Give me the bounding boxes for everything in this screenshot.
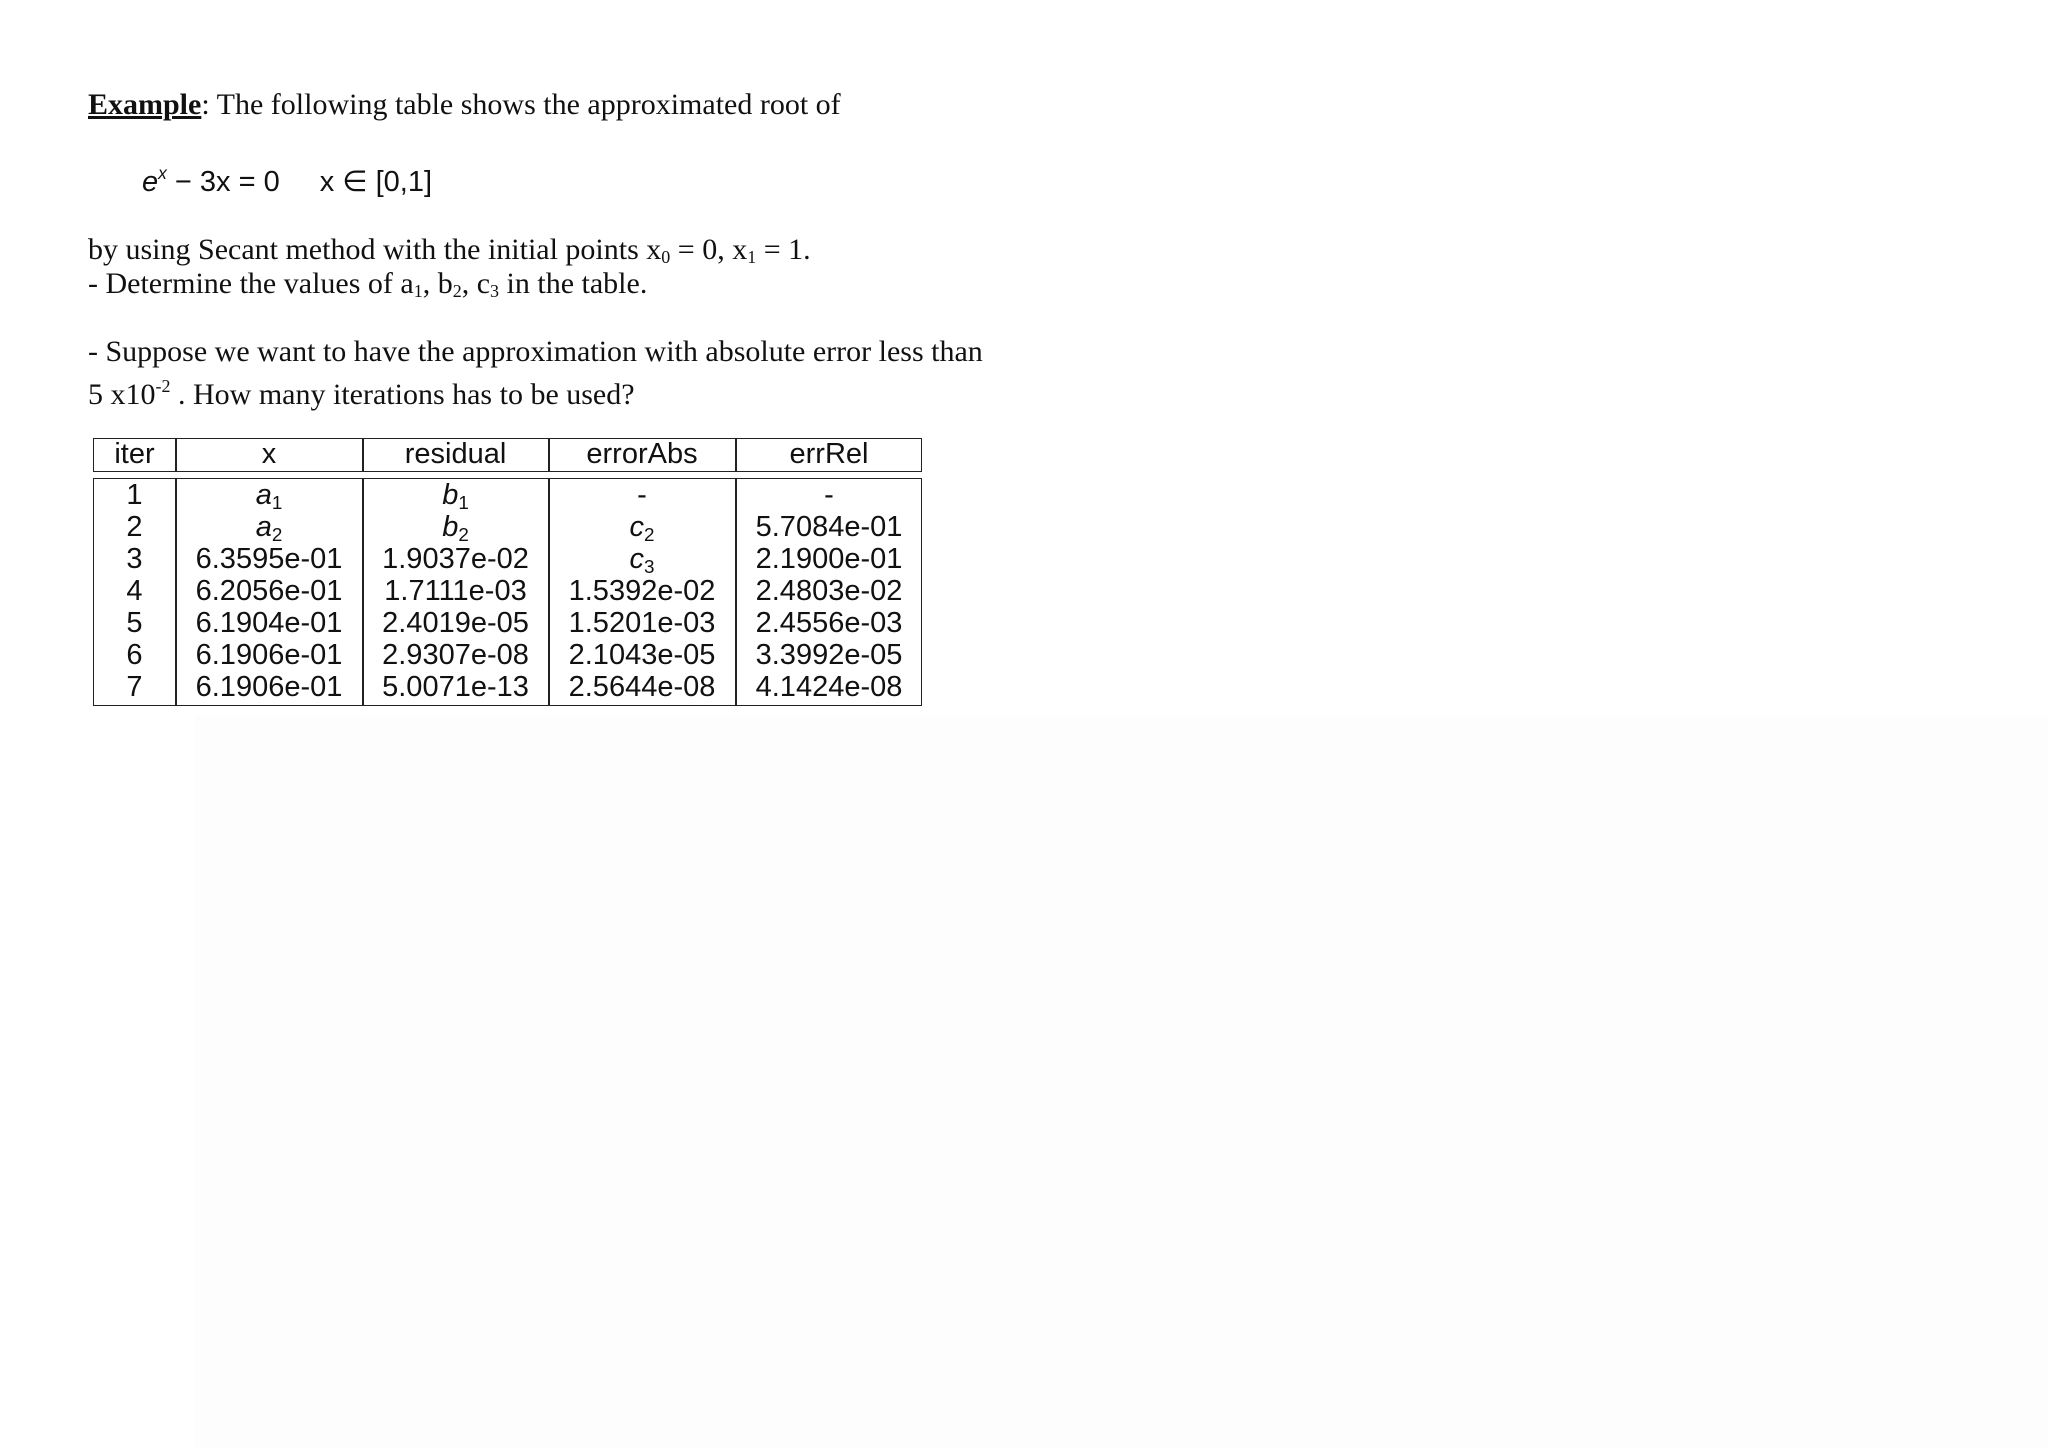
table-row-errorabs: $c_2$: [629, 511, 655, 545]
table-row-errrel: 2.1900e-01: [755, 543, 903, 575]
table-row-x: 6.3595e-01: [195, 543, 343, 575]
example-heading-line: [88, 88, 841, 122]
table-row-iter: 7: [126, 671, 143, 703]
table-row-residual: 5.0071e-13: [382, 671, 529, 703]
equation-domain: x ∈ [0,1]: [319, 166, 433, 198]
header-residual: residual: [404, 438, 507, 470]
equation-e: e: [142, 166, 159, 198]
table-row-iter: 2: [126, 511, 143, 543]
table-row-x: $a_1$: [255, 479, 283, 513]
table-row-x: 6.1906e-01: [195, 671, 343, 703]
table-row-residual: $b_1$: [442, 479, 469, 513]
secant-text-1: by using Secant method with the initial points x: [88, 233, 662, 266]
table-row-errorabs: -: [637, 479, 647, 511]
table-row-errrel: 3.3992e-05: [755, 639, 903, 671]
table-header: [93, 438, 922, 472]
secant-text-3: = 1.: [756, 233, 811, 266]
x0-subscript: 0: [661, 247, 671, 267]
header-errrel: errRel: [789, 438, 869, 470]
header-x: x: [261, 438, 277, 470]
table-row-errrel: 2.4803e-02: [755, 575, 903, 607]
table-row-residual: 2.4019e-05: [382, 607, 529, 639]
determine-text-1: - Determine the values of a: [88, 267, 414, 300]
table-row-iter: 1: [126, 479, 143, 511]
c-subscript: 3: [490, 281, 500, 301]
header-iter: iter: [114, 438, 155, 470]
table-row-errrel: 4.1424e-08: [755, 671, 903, 703]
example-label: Example: [88, 88, 202, 121]
table-row-errrel: 5.7084e-01: [755, 511, 903, 543]
example-intro-text: : The following table shows the approximated root of: [201, 88, 841, 121]
table-row-errrel: -: [824, 479, 834, 511]
determine-values-line: [88, 267, 647, 308]
table-row-iter: 6: [126, 639, 143, 671]
table-row-residual: 2.9307e-08: [382, 639, 529, 671]
equation-exponent: x: [158, 163, 167, 183]
table-row-residual: 1.9037e-02: [382, 543, 529, 575]
table-row-residual: $b_2$: [442, 511, 469, 545]
table-row-x: 6.1904e-01: [195, 607, 343, 639]
b-subscript: 2: [452, 281, 462, 301]
table-row-x: 6.2056e-01: [195, 575, 343, 607]
equation-rest: − 3x = 0: [174, 166, 280, 198]
table-row-errorabs: $c_3$: [629, 543, 655, 577]
determine-text-2: , b: [422, 267, 453, 300]
table-row-errorabs: 2.1043e-05: [568, 639, 716, 671]
table-row-iter: 5: [126, 607, 143, 639]
a-subscript: 1: [413, 281, 423, 301]
determine-text-4: in the table.: [499, 267, 648, 300]
table-row-errorabs: 2.5644e-08: [568, 671, 716, 703]
table-row-x: $a_2$: [255, 511, 283, 545]
equation: [142, 156, 432, 199]
page-shading: [195, 715, 2048, 1448]
table-row-residual: 1.7111e-03: [384, 575, 527, 607]
determine-text-3: , c: [461, 267, 491, 300]
suppose-line: - Suppose we want to have the approximation with absolute error less than: [88, 335, 983, 368]
table-row-errorabs: 1.5201e-03: [568, 607, 716, 639]
secant-text-2: = 0, x: [670, 233, 748, 266]
tolerance-exponent: -2: [155, 376, 171, 396]
table-row-errorabs: 1.5392e-02: [568, 575, 716, 607]
table-row-errrel: 2.4556e-03: [755, 607, 903, 639]
table-row-iter: 3: [126, 543, 143, 575]
table-row-x: 6.1906e-01: [195, 639, 343, 671]
table-body: [93, 478, 922, 706]
table-row-iter: 4: [126, 575, 143, 607]
header-errorabs: errorAbs: [586, 438, 698, 470]
x1-subscript: 1: [747, 247, 757, 267]
iterations-question-text: . How many iterations has to be used?: [170, 378, 635, 411]
tolerance-base: 5 x10: [88, 378, 156, 411]
iterations-question-line: [88, 369, 635, 412]
